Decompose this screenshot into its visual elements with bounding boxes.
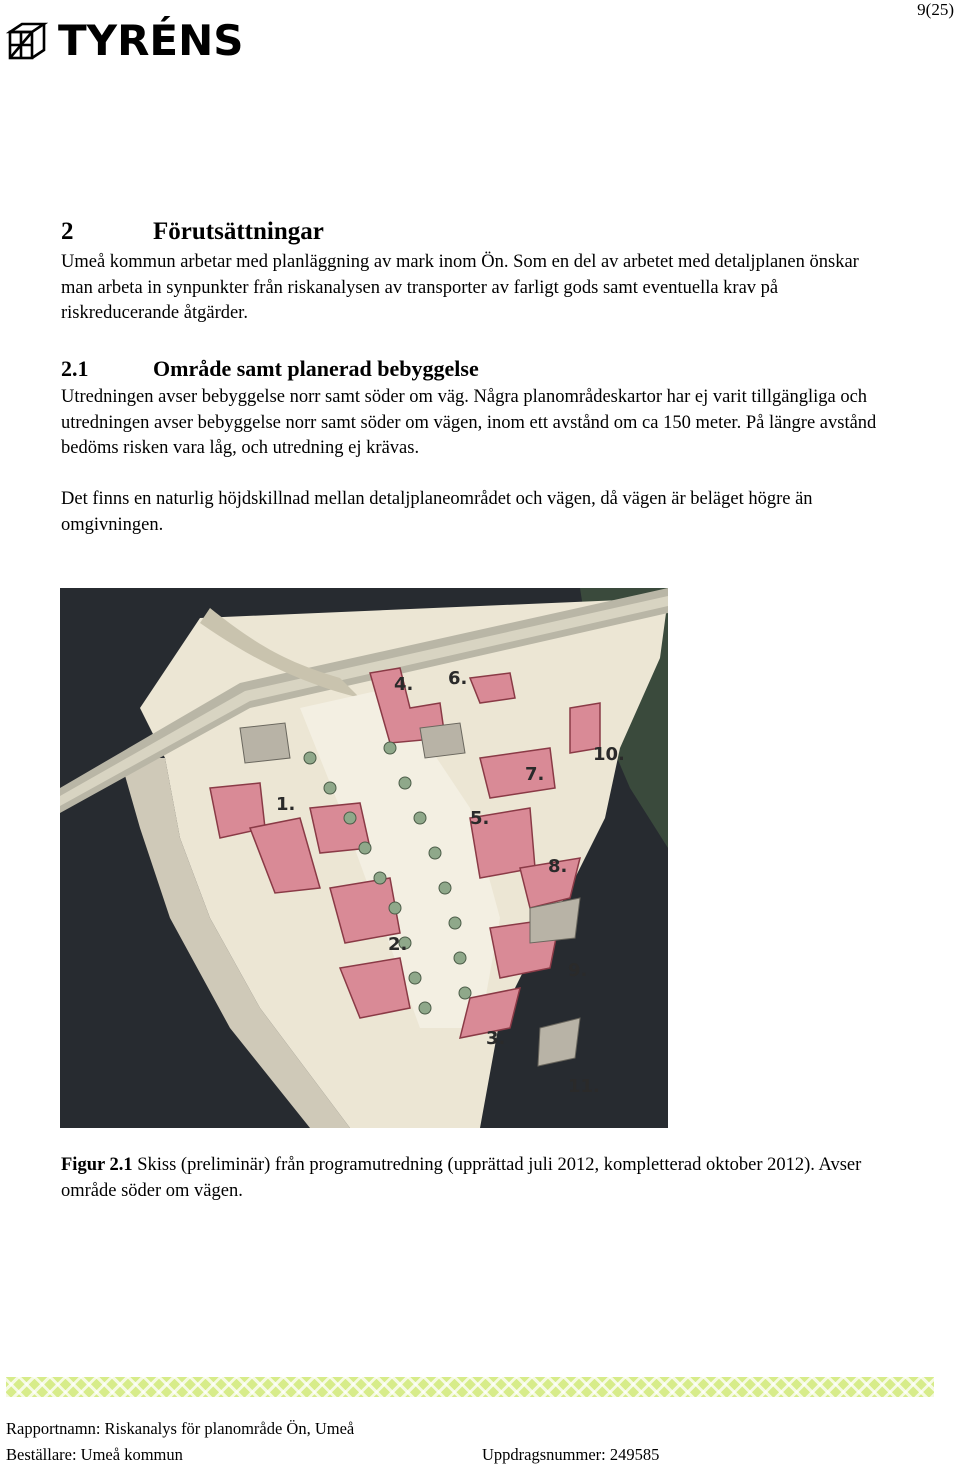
footer-assignment-number: Uppdragsnummer: 249585 xyxy=(482,1445,660,1464)
subsection-number: 2.1 xyxy=(61,356,89,381)
block-label-9: 9. xyxy=(568,960,588,981)
block-label-8: 8. xyxy=(548,856,568,877)
subsection-paragraph-2: Det finns en naturlig höjdskillnad mellan detaljplaneområdet och vägen, då vägen är beläget högre än omgivningen. xyxy=(61,489,813,535)
section-heading xyxy=(61,218,324,246)
block-label-1: 1. xyxy=(276,794,296,815)
block-label-11: 11. xyxy=(568,1076,600,1097)
logo-cube-icon xyxy=(6,20,48,62)
block-label-4: 4. xyxy=(394,674,414,695)
block-label-3: 3. xyxy=(486,1028,506,1049)
subsection-title: Område samt planerad bebyggelse xyxy=(153,356,479,381)
section-title: Förutsättningar xyxy=(153,218,324,245)
figure-caption-text: Skiss (preliminär) från programutredning (upprättad juli 2012, kompletterad oktober 2012). Avser område söder om vägen. xyxy=(61,1155,862,1201)
footer-report-name: Rapportnamn: Riskanalys för planområde Ön, Umeå xyxy=(6,1419,355,1438)
subsection-paragraph-1: Utredningen avser bebyggelse norr samt söder om väg. Några planområdeskartor har ej varit tillgängliga och utredningen avser bebyggelse norr samt söder om vägen, inom ett avstånd om ca 150 meter. På längre avstånd bedöms risken vara låg, och utredning ej krävas. xyxy=(61,387,877,458)
figure-caption xyxy=(61,1153,891,1204)
block-label-2: 2. xyxy=(388,934,408,955)
block-label-10: 10. xyxy=(593,744,625,765)
footer-decorative-band xyxy=(6,1377,934,1397)
figure-label: Figur 2.1 xyxy=(61,1155,133,1175)
page-number: 9(25) xyxy=(917,0,954,19)
site-plan-sketch xyxy=(60,588,668,1128)
block-label-5: 5. xyxy=(470,808,490,829)
section-number: 2 xyxy=(61,218,74,245)
block-label-6: 6. xyxy=(448,668,468,689)
footer-client: Beställare: Umeå kommun xyxy=(6,1445,183,1464)
section-body: Umeå kommun arbetar med planläggning av mark inom Ön. Som en del av arbetet med detaljplanen önskar man arbeta in synpunkter från riskanalysen av transporter av farligt gods samt eventuella krav på riskreducerande åtgärder. xyxy=(61,252,859,323)
logo-text: TYRÉNS xyxy=(58,16,244,65)
subsection-heading xyxy=(61,356,479,382)
block-label-7: 7. xyxy=(525,764,545,785)
company-logo xyxy=(6,16,244,65)
